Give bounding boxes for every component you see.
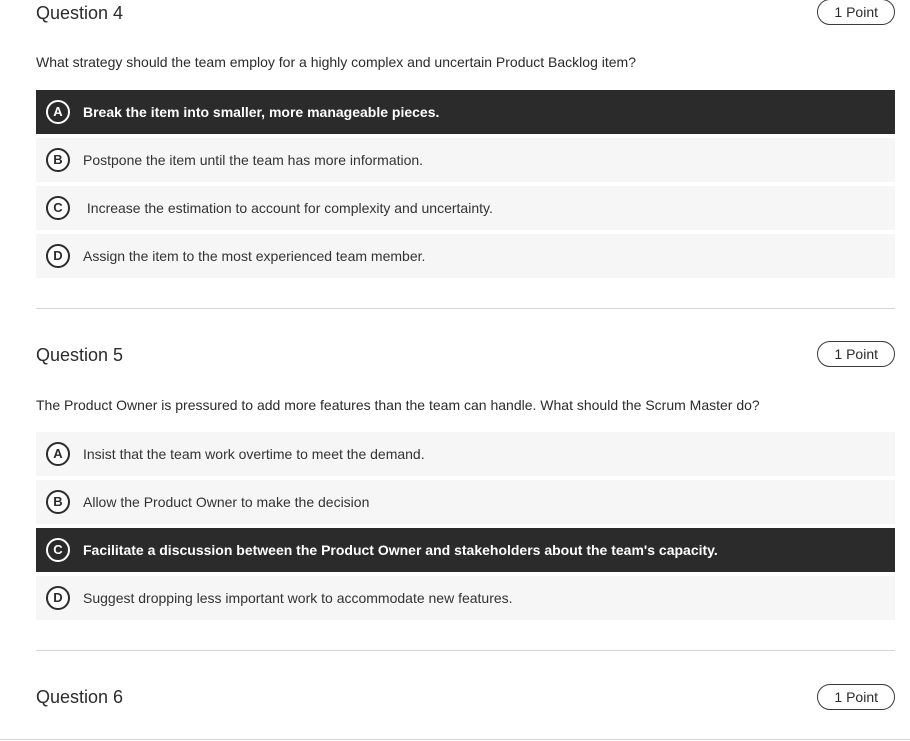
- question-divider: [36, 308, 895, 309]
- question-5: [36, 341, 895, 606]
- option-text: Allow the Product Owner to make the decision: [83, 494, 370, 510]
- question-header: [36, 684, 895, 714]
- option-d[interactable]: [36, 576, 895, 620]
- option-letter-badge: A: [46, 442, 70, 466]
- answer-options: [36, 432, 895, 624]
- question-text: The Product Owner is pressured to add more features than the team can handle. What should the Scrum Master do?: [36, 397, 760, 413]
- option-text: Suggest dropping less important work to accommodate new features.: [83, 590, 513, 606]
- points-badge: 1 Point: [817, 341, 895, 367]
- option-letter-badge: D: [46, 244, 70, 268]
- option-text: Facilitate a discussion between the Product Owner and stakeholders about the team's capacity.: [83, 542, 718, 558]
- option-d[interactable]: [36, 234, 895, 278]
- option-b[interactable]: [36, 138, 895, 182]
- option-c[interactable]: [36, 186, 895, 230]
- question-header: [36, 341, 895, 371]
- question-6: [36, 684, 895, 714]
- question-divider: [36, 650, 895, 651]
- option-letter-badge: B: [46, 148, 70, 172]
- option-text: Break the item into smaller, more manageable pieces.: [83, 104, 440, 120]
- points-badge: 1 Point: [817, 0, 895, 25]
- option-text: Increase the estimation to account for complexity and uncertainty.: [83, 200, 493, 216]
- question-title: Question 5: [36, 345, 124, 365]
- question-title: Question 4: [36, 3, 124, 23]
- option-letter-badge: C: [46, 538, 70, 562]
- option-c[interactable]: [36, 528, 895, 572]
- option-letter-badge: D: [46, 586, 70, 610]
- option-text: Assign the item to the most experienced team member.: [83, 248, 426, 264]
- option-letter-badge: A: [46, 100, 70, 124]
- option-a[interactable]: [36, 432, 895, 476]
- question-text: What strategy should the team employ for a highly complex and uncertain Product Backlog item?: [36, 54, 636, 70]
- option-letter-badge: C: [46, 196, 70, 220]
- option-b[interactable]: [36, 480, 895, 524]
- option-text: Insist that the team work overtime to meet the demand.: [83, 446, 425, 462]
- question-4: [36, 0, 895, 264]
- page-bottom-divider: [0, 739, 910, 740]
- answer-options: [36, 90, 895, 282]
- question-header: [36, 0, 895, 30]
- option-text: Postpone the item until the team has more information.: [83, 152, 424, 168]
- question-title: Question 6: [36, 687, 124, 707]
- option-letter-badge: B: [46, 490, 70, 514]
- points-badge: 1 Point: [817, 684, 895, 710]
- option-a[interactable]: [36, 90, 895, 134]
